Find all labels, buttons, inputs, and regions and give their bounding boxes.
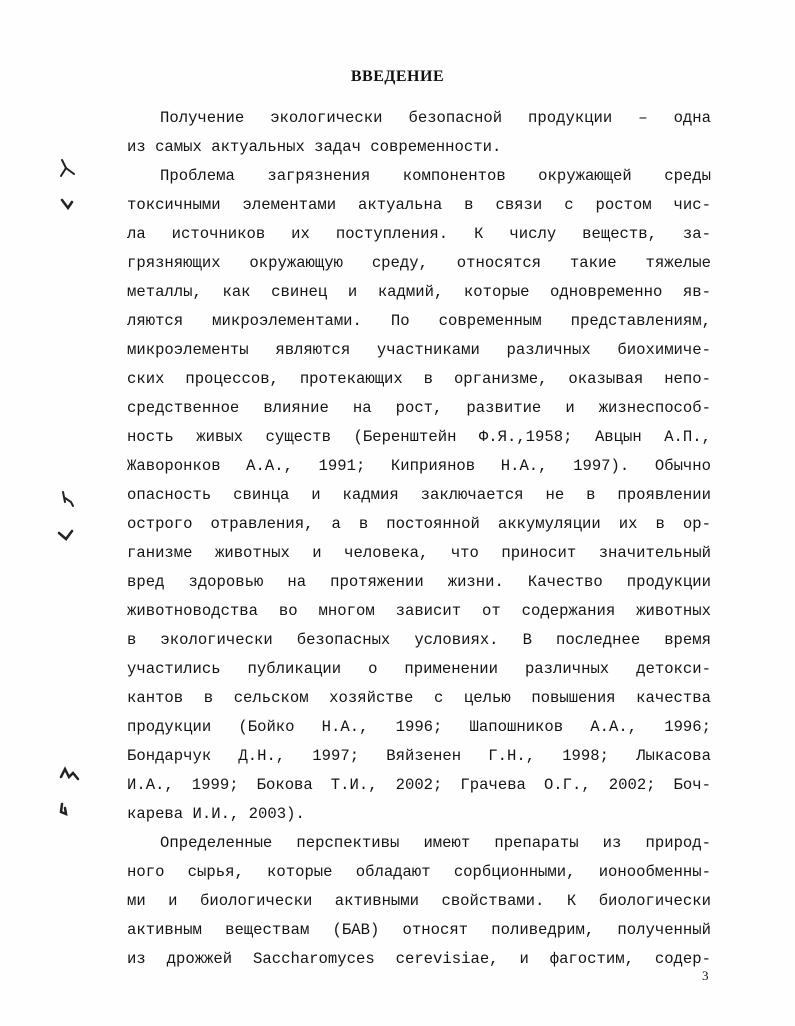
- text-line: Бондарчук Д.Н., 1997; Вяйзенен Г.Н., 1998; Лыкасова: [127, 747, 711, 765]
- text-line: из самых актуальных задач современности.: [127, 138, 502, 156]
- text-line: кантов в сельском хозяйстве с целью повышения качества: [127, 689, 711, 707]
- text-line: Определенные перспективы имеют препараты из природ-: [160, 834, 711, 852]
- text-line: токсичными элементами актуальна в связи с ростом чис-: [127, 196, 711, 214]
- text-line: опасность свинца и кадмия заключается не в проявлении: [127, 486, 711, 504]
- text-line: микроэлементы являются участниками различных биохимиче-: [127, 341, 711, 359]
- text-line: активным веществам (БАВ) относят поливедрим, полученный: [127, 921, 711, 939]
- scan-mark-icon: [58, 196, 82, 218]
- text-line: продукции (Бойко Н.А., 1996; Шапошников А.А., 1996;: [127, 718, 711, 736]
- text-line: грязняющих окружающую среду, относятся такие тяжелые: [127, 254, 711, 272]
- text-line: ми и биологически активными свойствами. К биологически: [127, 892, 711, 910]
- text-line: животноводства во многом зависит от содержания животных: [127, 602, 711, 620]
- text-line: Получение экологически безопасной продукции – одна: [160, 109, 711, 127]
- scan-mark-icon: [58, 765, 82, 787]
- text-line: ного сырья, которые обладают сорбционными, ионообменны-: [127, 863, 711, 881]
- text-line: острого отравления, а в постоянной аккумуляции их в ор-: [127, 515, 711, 533]
- page-number: 3: [702, 968, 709, 983]
- scan-mark-icon: [58, 158, 82, 180]
- text-line: ляются микроэлементами. По современным представлениям,: [127, 312, 711, 330]
- text-line: вред здоровью на протяжении жизни. Качество продукции: [127, 573, 711, 591]
- text-line: участились публикации о применении различных детокси-: [127, 660, 711, 678]
- text-line: Проблема загрязнения компонентов окружающей среды: [160, 167, 711, 185]
- scan-mark-icon: [56, 527, 80, 549]
- text-line: Жаворонков А.А., 1991; Киприянов Н.А., 1997). Обычно: [127, 457, 711, 475]
- text-line: ность живых существ (Беренштейн Ф.Я.,1958; Авцын А.П.,: [127, 428, 711, 446]
- text-line: средственное влияние на рост, развитие и жизнеспособ-: [127, 399, 711, 417]
- text-line: металлы, как свинец и кадмий, которые одновременно яв-: [127, 283, 711, 301]
- text-line: ла источников их поступления. К числу веществ, за-: [127, 225, 711, 243]
- scan-mark-icon: [56, 800, 80, 822]
- text-line: ских процессов, протекающих в организме, оказывая непо-: [127, 370, 711, 388]
- text-line: из дрожжей Saccharomyces cerevisiae, и фагостим, содер-: [127, 950, 711, 968]
- text-line: И.А., 1999; Бокова Т.И., 2002; Грачева О.Г., 2002; Боч-: [127, 776, 711, 794]
- scan-mark-icon: [58, 490, 82, 512]
- text-line: ганизме животных и человека, что приносит значительный: [127, 544, 711, 562]
- section-title: ВВЕДЕНИЕ: [350, 68, 445, 85]
- text-line: карева И.И., 2003).: [127, 805, 305, 823]
- text-line: в экологически безопасных условиях. В последнее время: [127, 631, 711, 649]
